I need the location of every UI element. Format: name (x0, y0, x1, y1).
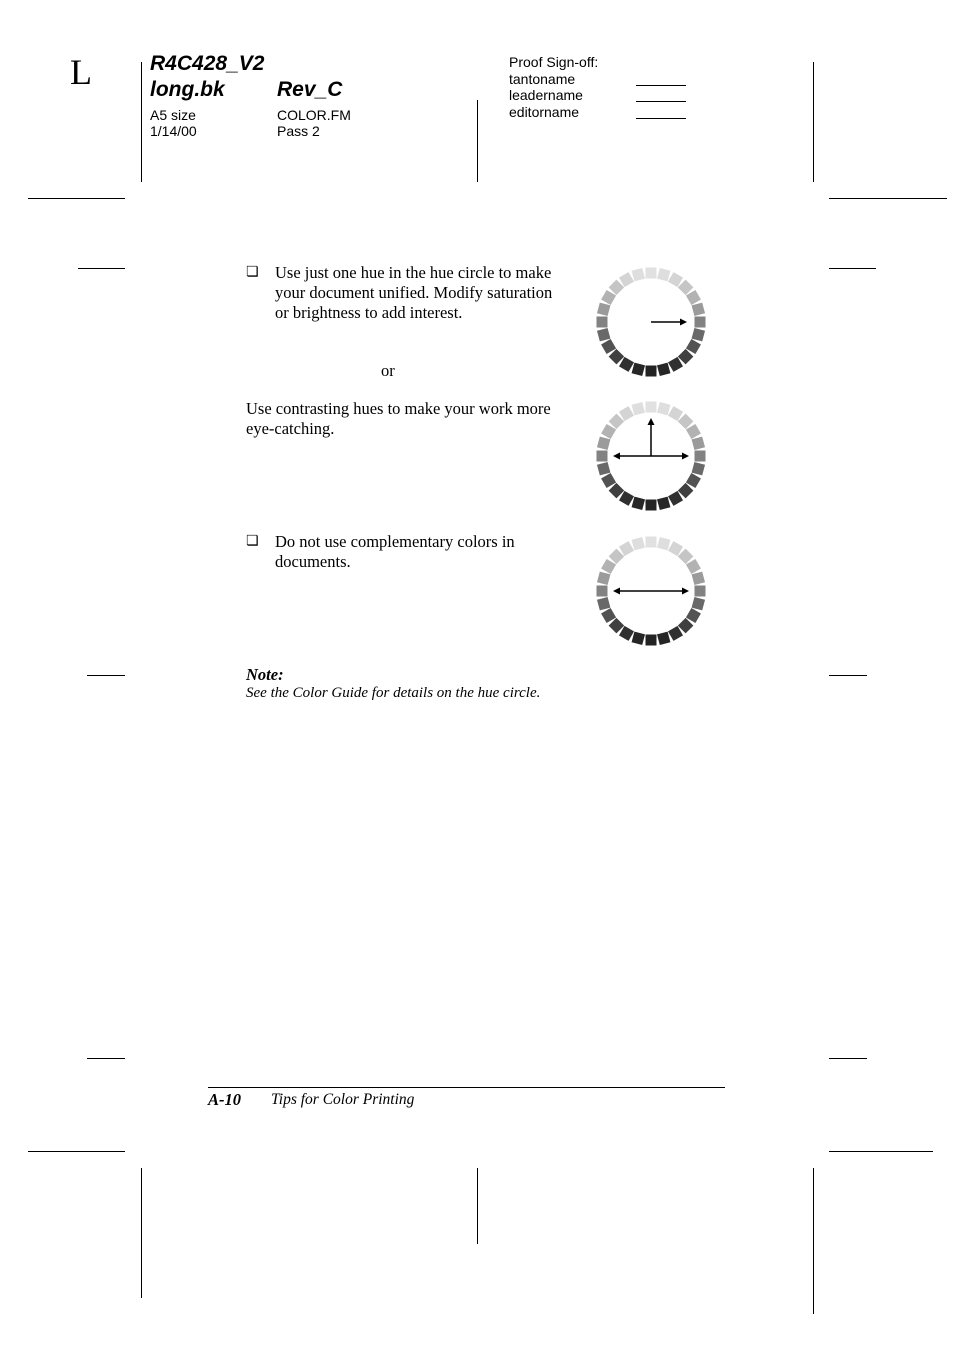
hue-segment (646, 366, 657, 377)
footer-rule (208, 1087, 725, 1088)
hue-segment (695, 451, 706, 462)
signature-line (636, 101, 686, 102)
page-number: A-10 (208, 1090, 241, 1109)
signoff-editorname: editorname (509, 104, 580, 120)
crop-rule (813, 1168, 814, 1314)
hue-segment (597, 586, 608, 597)
tip-no-complementary: Do not use complementary colors in documents. (275, 532, 515, 571)
hue-segment (597, 462, 610, 475)
hue-segment (692, 303, 705, 316)
tip-contrasting-hues: Use contrasting hues to make your work more eye-catching. (246, 399, 551, 438)
crop-mark (28, 198, 125, 199)
hue-segment (646, 635, 657, 646)
hue-segment (632, 497, 645, 510)
or-separator: or (381, 361, 395, 380)
page-size: A5 size (150, 107, 196, 123)
hue-segment (695, 317, 706, 328)
signature-line (636, 118, 686, 119)
hue-segment (646, 537, 657, 548)
corner-letter: L (70, 52, 92, 92)
note-text: See the Color Guide for details on the hue circle. (246, 685, 541, 701)
hue-segment (692, 328, 705, 341)
hue-circle-single-arrow-icon (595, 266, 707, 378)
hue-circle-contrast-arrows-icon (595, 400, 707, 512)
book-name: long.bk (150, 78, 225, 101)
hue-segment (632, 537, 645, 550)
hue-segment (646, 402, 657, 413)
proof-title: Proof Sign-off: (509, 54, 599, 70)
crop-rule (477, 1168, 478, 1244)
note-label: Note: (246, 665, 284, 684)
hue-segment (657, 537, 670, 550)
doc-date: 1/14/00 (150, 123, 197, 139)
checkbox-bullet: ❏ (246, 264, 259, 280)
margin-mark (87, 675, 125, 676)
hue-segment (597, 328, 610, 341)
hue-circle-complementary-arrow-icon (595, 535, 707, 647)
footer-title: Tips for Color Printing (271, 1091, 415, 1108)
revision: Rev_C (277, 78, 343, 101)
crop-rule (141, 1168, 142, 1298)
signature-line (636, 85, 686, 86)
hue-segment (632, 268, 645, 281)
hue-segment (632, 632, 645, 645)
crop-rule (477, 100, 478, 182)
hue-segment (646, 268, 657, 279)
crop-rule (141, 62, 142, 182)
hue-segment (692, 462, 705, 475)
doc-code: R4C428_V2 (150, 52, 265, 75)
margin-mark (829, 1058, 867, 1059)
hue-segment (597, 597, 610, 610)
file-name: COLOR.FM (277, 107, 351, 123)
tip-single-hue: Use just one hue in the hue circle to make your document unified. Modify saturation or brightness to add interest. (275, 263, 553, 322)
hue-segment (657, 632, 670, 645)
hue-segment (597, 303, 610, 316)
hue-segment (692, 572, 705, 585)
signoff-leadername: leadername (509, 87, 583, 103)
checkbox-bullet: ❏ (246, 533, 259, 549)
margin-mark (78, 268, 125, 269)
hue-segment (597, 437, 610, 450)
pass-number: Pass 2 (277, 123, 320, 139)
hue-segment (657, 402, 670, 415)
margin-mark (829, 268, 876, 269)
crop-mark (829, 1151, 933, 1152)
signoff-tantoname: tantoname (509, 71, 576, 87)
hue-segment (632, 402, 645, 415)
hue-segment (597, 317, 608, 328)
crop-mark (28, 1151, 125, 1152)
margin-mark (829, 675, 867, 676)
hue-segment (657, 363, 670, 376)
crop-mark (829, 198, 947, 199)
crop-rule (813, 62, 814, 182)
hue-segment (597, 451, 608, 462)
hue-segment (632, 363, 645, 376)
margin-mark (87, 1058, 125, 1059)
hue-segment (692, 597, 705, 610)
hue-segment (692, 437, 705, 450)
hue-segment (646, 500, 657, 511)
hue-segment (597, 572, 610, 585)
hue-segment (657, 268, 670, 281)
hue-segment (657, 497, 670, 510)
hue-segment (695, 586, 706, 597)
